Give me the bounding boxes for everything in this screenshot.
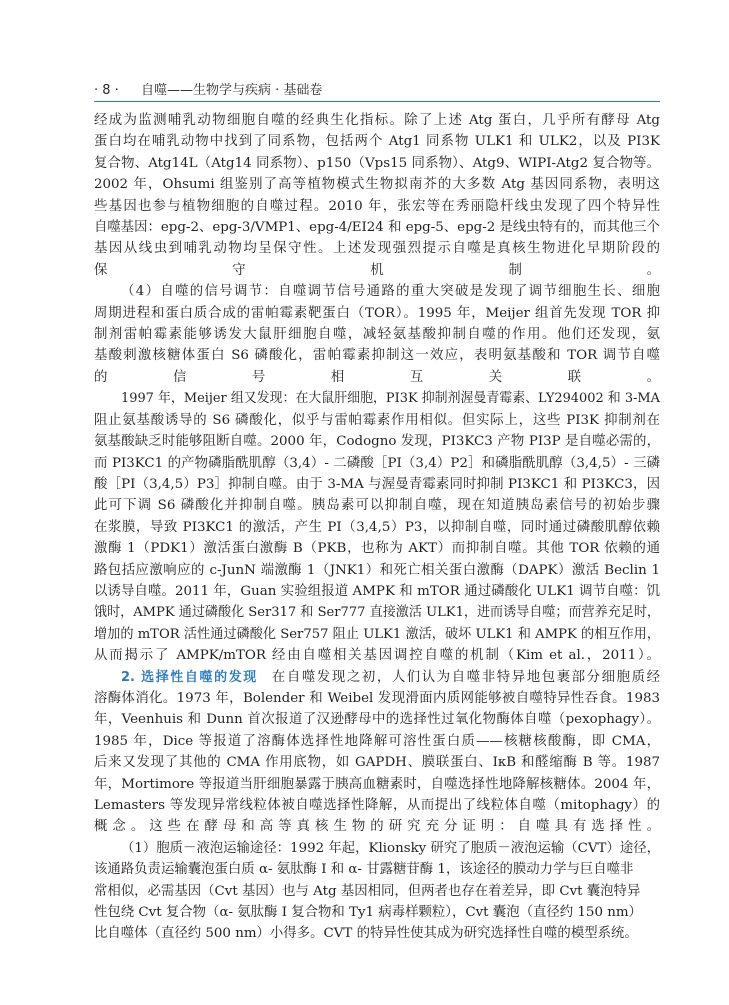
text-line: 氨基酸缺乏时能够阻断自噬。2000 年，Codogno 发现，PI3KC3 产物 PI3P 是自噬必需的， bbox=[94, 434, 660, 450]
text-line: 基因从线虫到哺乳动物均呈保守性。上述发现强烈提示自噬是真核生物进化早期阶段的 bbox=[94, 241, 660, 257]
paragraph-2 bbox=[94, 281, 660, 388]
text-line: 性包绕 Cvt 复合物（α- 氨肽酶 Ⅰ 复合物和 Ty1 病毒样颗粒），Cvt 囊泡（直径约 150 nm） bbox=[94, 905, 642, 921]
text-line: 周期进程和蛋白质合成的雷帕霉素靶蛋白（TOR）。1995 年，Meijer 组首先发现 TOR 抑 bbox=[94, 305, 660, 321]
text-line: 蛋白均在哺乳动物中找到了同系物，包括两个 Atg1 同系物 ULK1 和 ULK2，以及 PI3K bbox=[94, 134, 660, 150]
paragraph-4 bbox=[94, 667, 660, 838]
text-line: 增加的 mTOR 活性通过磷酸化 Ser757 阻止 ULK1 激活，破坏 ULK1 和 AMPK 的相互作用， bbox=[94, 626, 660, 642]
text-line: 常相似，必需基因（Cvt 基因）也与 Atg 基因相同，但两者也存在着差异，即 Cvt 囊泡特异 bbox=[94, 883, 641, 899]
text-line: 溶酶体消化。1973 年，Bolender 和 Weibel 发现滑面内质网能够被自噬特异性吞食。1983 bbox=[94, 690, 660, 706]
text-line: 该通路负责运输囊泡蛋白质 α- 氨肽酶 Ⅰ 和 α- 甘露糖苷酶 1，该途径的膜动力学与巨自噬非 bbox=[94, 862, 634, 878]
text-line: 保守机制。 bbox=[94, 262, 660, 278]
text-line: 复合物、Atg14L（Atg14 同系物）、p150（Vps15 同系物）、Atg9、WIPI-Atg2 复合物等。 bbox=[94, 155, 660, 171]
text-line: 饿时，AMPK 通过磷酸化 Ser317 和 Ser777 直接激活 ULK1，进而诱导自噬；而营养充足时， bbox=[94, 605, 660, 621]
text-line: 自噬基因：epg-2、epg-3/VMP1、epg-4/EI24 和 epg-5、epg-2 是线虫特有的，而其他三个 bbox=[94, 220, 660, 236]
text-line: 经成为监测哺乳动物细胞自噬的经典生化指标。除了上述 Atg 蛋白，几乎所有酵母 Atg bbox=[94, 113, 660, 128]
header-rule bbox=[94, 101, 660, 102]
text-line: 后来又发现了其他的 CMA 作用底物，如 GAPDH、膜联蛋白、IκB 和醛缩酶 B 等。1987 bbox=[94, 755, 660, 771]
text-line: 酸［PI（3,4,5）P3］抑制自噬。由于 3-MA 与渥曼青霉素同时抑制 PI3KC1 和 PI3KC3，因 bbox=[94, 476, 660, 492]
text-line: 基酸刺激核糖体蛋白 S6 磷酸化，雷帕霉素抑制这一效应，表明氨基酸和 TOR 调节自噬 bbox=[94, 348, 660, 364]
paragraph-5 bbox=[94, 838, 660, 945]
text-line: 1985 年，Dice 等报道了溶酶体选择性地降解可溶性蛋白质——核糖核酸酶，即 CMA， bbox=[94, 733, 660, 749]
page-number: · 8 · bbox=[94, 83, 119, 98]
text-line: 年，Veenhuis 和 Dunn 首次报道了汉逊酵母中的选择性过氧化物酶体自噬（pexophagy）。 bbox=[94, 712, 660, 728]
running-title: 自噬——生物学与疾病 · 基础卷 bbox=[140, 83, 323, 98]
text-line: 此可下调 S6 磷酸化并抑制自噬。胰岛素可以抑制自噬，现在知道胰岛素信号的初始步骤 bbox=[94, 498, 660, 514]
text-line: 在浆膜，导致 PI3KC1 的激活，产生 PI（3,4,5）P3，以抑制自噬，同时通过磷酸肌醇依赖 bbox=[94, 519, 660, 535]
text-line: 的信号相互关联。 bbox=[94, 369, 660, 385]
text-line: 激酶 1（PDK1）激活蛋白激酶 B（PKB，也称为 AKT）而抑制自噬。其他 TOR 依赖的通 bbox=[94, 541, 660, 557]
text-line: 2002 年，Ohsumi 组鉴别了高等植物模式生物拟南芥的大多数 Atg 基因同系物，表明这 bbox=[94, 177, 660, 193]
text-line: Lemasters 等发现异常线粒体被自噬选择性降解，从而提出了线粒体自噬（mitophagy）的 bbox=[94, 798, 660, 813]
text-line: 些基因也参与植物细胞的自噬过程。2010 年，张宏等在秀丽隐杆线虫发现了四个特异性 bbox=[94, 198, 660, 214]
text-line: 1997 年，Meijer 组又发现：在大鼠肝细胞，PI3K 抑制剂渥曼青霉素、LY294002 和 3-MA bbox=[121, 391, 660, 407]
text-line: 以诱导自噬。2011 年，Guan 实验组报道 AMPK 和 mTOR 通过磷酸化 ULK1 调节自噬：饥 bbox=[94, 583, 660, 599]
paragraph-1 bbox=[94, 110, 660, 281]
text-line: 阻止氨基酸诱导的 S6 磷酸化，似乎与雷帕霉素作用相似。但实际上，这些 PI3K 抑制剂在 bbox=[94, 412, 660, 428]
running-header bbox=[94, 79, 654, 99]
text-line: 比自噬体（直径约 500 nm）小得多。CVT 的特异性使其成为研究选择性自噬的模型系统。 bbox=[94, 926, 638, 942]
text-line: 路包括应激响应的 c-JunN 端激酶 1（JNK1）和死亡相关蛋白激酶（DAPK）激活 Beclin 1 bbox=[94, 562, 660, 578]
text-line: 在自噬发现之初，人们认为自噬非特异地包裹部分细胞质经 bbox=[271, 669, 660, 685]
section-first-line bbox=[94, 667, 660, 688]
text-line: 而 PI3KC1 的产物磷脂酰肌醇（3,4）- 二磷酸［PI（3,4）P2］和磷脂酰肌醇（3,4,5）- 三磷 bbox=[94, 455, 660, 471]
paragraph-3 bbox=[94, 388, 660, 666]
text-line: 从而揭示了 AMPK/mTOR 经由自噬相关基因调控自噬的机制（Kim et al.，2011）。 bbox=[94, 648, 660, 664]
text-line: 制剂雷帕霉素能够诱发大鼠肝细胞自噬，减轻氨基酸抑制自噬的作用。他们还发现，氨 bbox=[94, 327, 660, 343]
text-line: （4）自噬的信号调节：自噬调节信号通路的重大突破是发现了调节细胞生长、细胞 bbox=[121, 284, 660, 300]
section-heading: 2. 选择性自噬的发现 bbox=[121, 669, 258, 685]
text-line: 年，Mortimore 等报道当肝细胞暴露于胰高血糖素时，自噬选择性地降解核糖体。2004 年， bbox=[94, 776, 660, 792]
body-text bbox=[94, 110, 660, 945]
text-line: （1）胞质－液泡运输途径：1992 年起，Klionsky 研究了胞质－液泡运输（CVT）途径， bbox=[121, 840, 660, 856]
text-line: 概念。这些在酵母和高等真核生物的研究充分证明：自噬具有选择性。 bbox=[94, 819, 660, 835]
